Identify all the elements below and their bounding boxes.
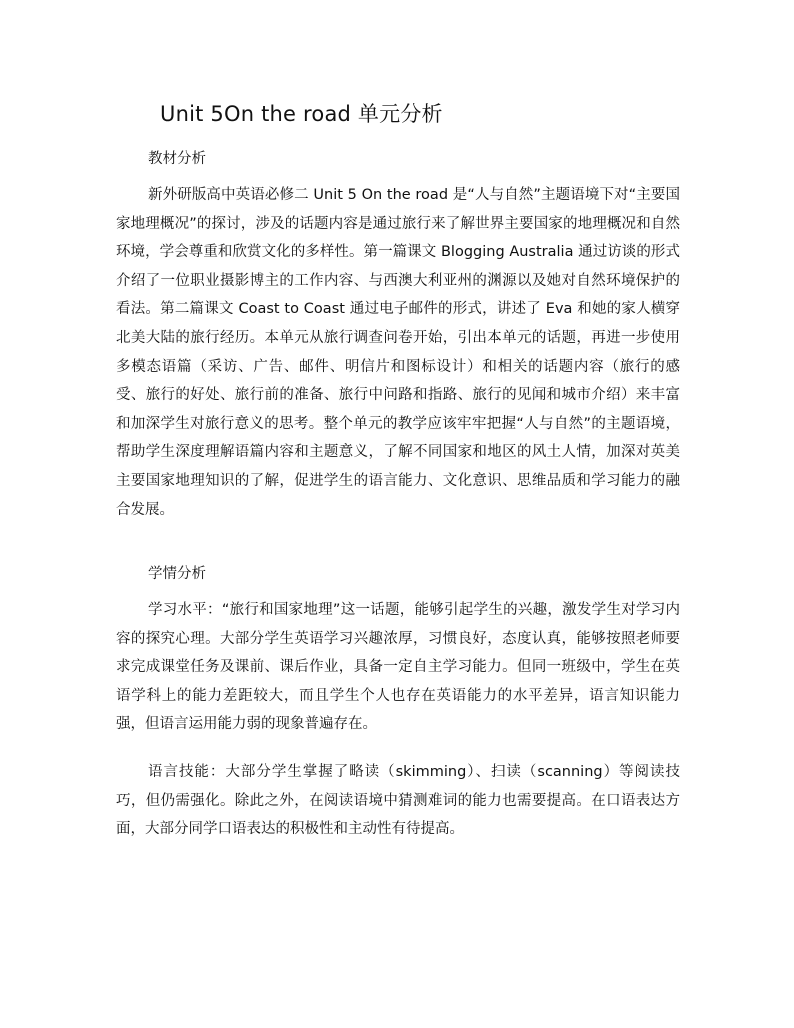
document-title: Unit 5On the road 单元分析 [160, 102, 443, 126]
learning-level-paragraph: 学习水平：“旅行和国家地理”这一话题，能够引起学生的兴趣，激发学生对学习内容的探究心理。大部分学生英语学习兴趣浓厚，习惯良好，态度认真，能够按照老师要求完成课堂任务及课前、课后作业，具备一定自主学习能力。但同一班级中，学生在英语学科上的能力差距较大，而且学生个人也存在英语能力的水平差异，语言知识能力强，但语言运用能力弱的现象普遍存在。 [116, 602, 680, 733]
section-heading-student-analysis: 学情分析 [148, 566, 206, 582]
textbook-analysis-paragraph: 新外研版高中英语必修二 Unit 5 On the road 是“人与自然”主题语境下对“主要国家地理概况”的探讨，涉及的话题内容是通过旅行来了解世界主要国家的地理概况和自然环境，学会尊重和欣赏文化的多样性。第一篇课文 Blogging Australia 通过访谈的形式介绍了一位职业摄影博主的工作内容、与西澳大利亚州的渊源以及她对自然环境保护的看法。第二篇课文 Coast to Coast 通过电子邮件的形式，讲述了 Eva 和她的家人横穿北美大陆的旅行经历。本单元从旅行调查问卷开始，引出本单元的话题，再进一步使用多模态语篇（采访、广告、邮件、明信片和图标设计）和相关的话题内容（旅行的感受、旅行的好处、旅行前的准备、旅行中问路和指路、旅行的见闻和城市介绍）来丰富和加深学生对旅行意义的思考。整个单元的教学应该牢牢把握“人与自然”的主题语境，帮助学生深度理解语篇内容和主题意义，了解不同国家和地区的风土人情，加深对英美主要国家地理知识的了解，促进学生的语言能力、文化意识、思维品质和学习能力的融合发展。 [116, 187, 680, 518]
section-heading-textbook-analysis: 教材分析 [148, 151, 206, 167]
language-skills-paragraph: 语言技能：大部分学生掌握了略读（skimming）、扫读（scanning）等阅读技巧，但仍需强化。除此之外，在阅读语境中猜测难词的能力也需要提高。在口语表达方面，大部分同学口语表达的积极性和主动性有待提高。 [116, 764, 680, 838]
